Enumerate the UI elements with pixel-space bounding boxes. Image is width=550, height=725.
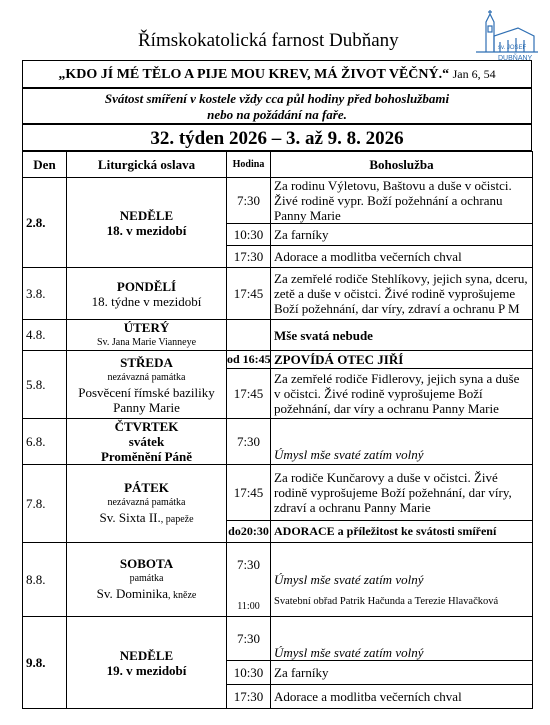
- liturgy-rank: nezávazná památka: [107, 497, 186, 508]
- liturgy-cell: [67, 617, 227, 709]
- day-name: NEDĚLE: [119, 647, 174, 663]
- day-date: 2.8.: [23, 178, 67, 268]
- schedule-table: [22, 151, 533, 709]
- liturgy-sub: Panny Marie: [113, 399, 180, 415]
- service-intention: Za farníky: [271, 661, 533, 685]
- day-date: 8.8.: [23, 543, 67, 617]
- liturgy-cell: [67, 320, 227, 351]
- table-row: [23, 178, 533, 224]
- table-row: [23, 320, 533, 351]
- quote-reference: Jan 6, 54: [452, 67, 496, 81]
- service-time: 17:45: [227, 465, 271, 521]
- service-time: 7:30: [227, 543, 271, 587]
- day-date: 5.8.: [23, 351, 67, 419]
- service-intention: Úmysl mše svaté zatím volný: [271, 617, 533, 661]
- service-intention: Adorace a modlitba večerních chval: [271, 685, 533, 709]
- column-header-service: Bohoslužba: [271, 152, 533, 178]
- liturgy-cell: [67, 419, 227, 465]
- service-intention: Za farníky: [271, 224, 533, 246]
- saint-title: , papeže: [160, 514, 194, 525]
- liturgy-cell: [67, 268, 227, 320]
- church-logo-icon: [468, 8, 540, 66]
- liturgy-sub: [70, 510, 223, 527]
- service-time: 17:45: [227, 369, 271, 419]
- day-date: 4.8.: [23, 320, 67, 351]
- table-row: [23, 543, 533, 587]
- service-intention: ADORACE a příležitost ke svátosti smíření: [271, 521, 533, 543]
- day-name: ČTVRTEK: [114, 419, 179, 434]
- service-time: do20:30: [227, 521, 271, 543]
- liturgy-sub: [70, 586, 223, 603]
- column-header-day: Den: [23, 152, 67, 178]
- table-row: [23, 419, 533, 465]
- service-intention: Svatební obřad Patrik Hačunda a Terezie Hlavačková: [271, 587, 533, 617]
- confession-line1: Svátost smíření v kostele vždy cca půl hodiny před bohoslužbami: [104, 91, 450, 106]
- service-intention: Úmysl mše svaté zatím volný: [271, 419, 533, 465]
- liturgy-cell: [67, 178, 227, 268]
- service-time: 7:30: [227, 419, 271, 465]
- day-name: PÁTEK: [124, 480, 169, 495]
- table-row: [23, 465, 533, 521]
- service-time: 17:45: [227, 268, 271, 320]
- column-header-hour: Hodina: [227, 152, 271, 178]
- service-time: 17:30: [227, 246, 271, 268]
- day-date: 6.8.: [23, 419, 67, 465]
- day-name: PONDĚLÍ: [116, 278, 177, 294]
- liturgy-sub: 18. týdne v mezidobí: [91, 293, 202, 309]
- service-time: od 16:45: [227, 351, 271, 369]
- liturgy-sub: 18. v mezidobí: [106, 222, 187, 238]
- column-header-liturgy: Liturgická oslava: [67, 152, 227, 178]
- day-name: STŘEDA: [120, 354, 173, 370]
- table-row: [23, 617, 533, 661]
- header: [22, 8, 532, 68]
- day-name: ÚTERÝ: [123, 320, 170, 335]
- liturgy-sub: Sv. Jana Marie Vianneye: [96, 337, 197, 348]
- service-intention: Za rodinu Výletovu, Baštovu a duše v očistci. Živé rodině vypr. Boží požehnání a ochranu Panny Marie: [271, 178, 533, 224]
- day-date: 3.8.: [23, 268, 67, 320]
- service-intention: Za zemřelé rodiče Stehlíkovy, jejich syna, dceru, zetě a duše v očistci. Živé rodině vyprošujeme Boží požehnání, dar víry, zdraví a ochranu P M: [271, 268, 533, 320]
- service-intention: Úmysl mše svaté zatím volný: [271, 543, 533, 587]
- liturgy-sub: Proměnění Páně: [100, 449, 193, 464]
- liturgy-rank: památka: [129, 573, 164, 584]
- liturgy-rank: nezávazná památka: [107, 371, 186, 383]
- service-time: 7:30: [227, 617, 271, 661]
- saint-name: Sv. Dominika: [96, 586, 169, 601]
- liturgy-cell: [67, 351, 227, 419]
- week-heading: 32. týden 2026 – 3. až 9. 8. 2026: [22, 124, 532, 151]
- liturgy-sub: Posvěcení římské baziliky: [78, 384, 215, 400]
- confession-line2: nebo na požádání na faře.: [207, 107, 347, 122]
- quote-box: [22, 60, 532, 88]
- service-time: 17:30: [227, 685, 271, 709]
- liturgy-rank: svátek: [128, 434, 165, 449]
- table-header-row: [23, 152, 533, 178]
- table-row: [23, 351, 533, 369]
- quote-text: „KDO JÍ MÉ TĚLO A PIJE MOU KREV, MÁ ŽIVOT VĚČNÝ.“: [58, 67, 450, 82]
- liturgy-sub: 19. v mezidobí: [106, 662, 187, 678]
- saint-name: Sv. Sixta II.: [99, 510, 161, 525]
- service-time-empty: [227, 320, 271, 351]
- liturgy-cell: [67, 543, 227, 617]
- logo-text-line1: sv. JOSEF: [498, 45, 527, 51]
- service-time: 7:30: [227, 178, 271, 224]
- service-intention: ZPOVÍDÁ OTEC JIŘÍ: [271, 351, 533, 369]
- day-name: NEDĚLE: [119, 207, 174, 223]
- service-time: 10:30: [227, 661, 271, 685]
- service-intention: Mše svatá nebude: [271, 320, 533, 351]
- service-intention: Za rodiče Kunčarovy a duše v očistci. Živé rodině vyprošujeme Boží požehnání, dar víry, zdraví a ochranu Panny Marie: [271, 465, 533, 521]
- service-intention: Adorace a modlitba večerních chval: [271, 246, 533, 268]
- service-time: 10:30: [227, 224, 271, 246]
- page-title: Římskokatolická farnost Dubňany: [138, 30, 399, 51]
- confession-notice: [22, 88, 532, 124]
- saint-title: , kněze: [168, 590, 197, 601]
- day-date: 9.8.: [23, 617, 67, 709]
- day-date: 7.8.: [23, 465, 67, 543]
- day-name: SOBOTA: [119, 556, 174, 571]
- service-intention: Za zemřelé rodiče Fidlerovy, jejich syna a duše v očistci. Živé rodině vyprošujeme Boží požehnání, dar víry a ochranu Panny Marie: [271, 369, 533, 419]
- service-time: 11:00: [227, 587, 271, 617]
- liturgy-cell: [67, 465, 227, 543]
- logo-text-line2: DUBŇANY: [498, 55, 533, 62]
- table-row: [23, 268, 533, 320]
